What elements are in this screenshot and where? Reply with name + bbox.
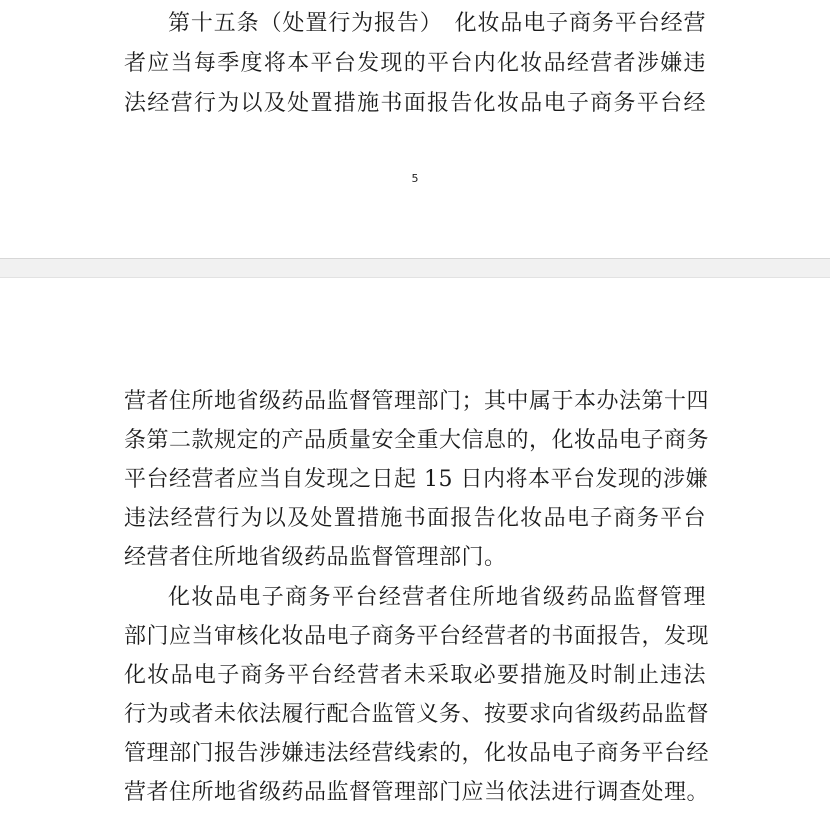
text-line: 法经营行为以及处置措施书面报告化妆品电子商务平台经 xyxy=(124,91,706,116)
document-page-top xyxy=(0,0,830,258)
text-line: 条第二款规定的产品质量安全重大信息的，化妆品电子商务 xyxy=(124,428,710,453)
text-line: 第十五条（处置行为报告） 化妆品电子商务平台经营 xyxy=(168,11,706,36)
text-line: 营者住所地省级药品监督管理部门；其中属于本办法第十四 xyxy=(124,389,710,414)
page-separator xyxy=(0,258,830,278)
page-number: 5 xyxy=(411,172,419,185)
text-line: 化妆品电子商务平台经营者未采取必要措施及时制止违法 xyxy=(124,663,706,688)
text-line: 经营者住所地省级药品监督管理部门。 xyxy=(124,545,507,570)
text-line: 者应当每季度将本平台发现的平台内化妆品经营者涉嫌违 xyxy=(124,51,706,76)
text-line: 行为或者未依法履行配合监管义务、按要求向省级药品监督 xyxy=(124,702,710,727)
text-line: 管理部门报告涉嫌违法经营线索的，化妆品电子商务平台经 xyxy=(124,741,710,766)
text-line: 营者住所地省级药品监督管理部门应当依法进行调查处理。 xyxy=(124,780,710,805)
document-page-bottom xyxy=(0,278,830,815)
text-line: 化妆品电子商务平台经营者住所地省级药品监督管理 xyxy=(168,585,706,610)
text-line: 违法经营行为以及处置措施书面报告化妆品电子商务平台 xyxy=(124,506,706,531)
text-line: 平台经营者应当自发现之日起 15 日内将本平台发现的涉嫌 xyxy=(124,467,708,492)
text-line: 部门应当审核化妆品电子商务平台经营者的书面报告，发现 xyxy=(124,624,710,649)
